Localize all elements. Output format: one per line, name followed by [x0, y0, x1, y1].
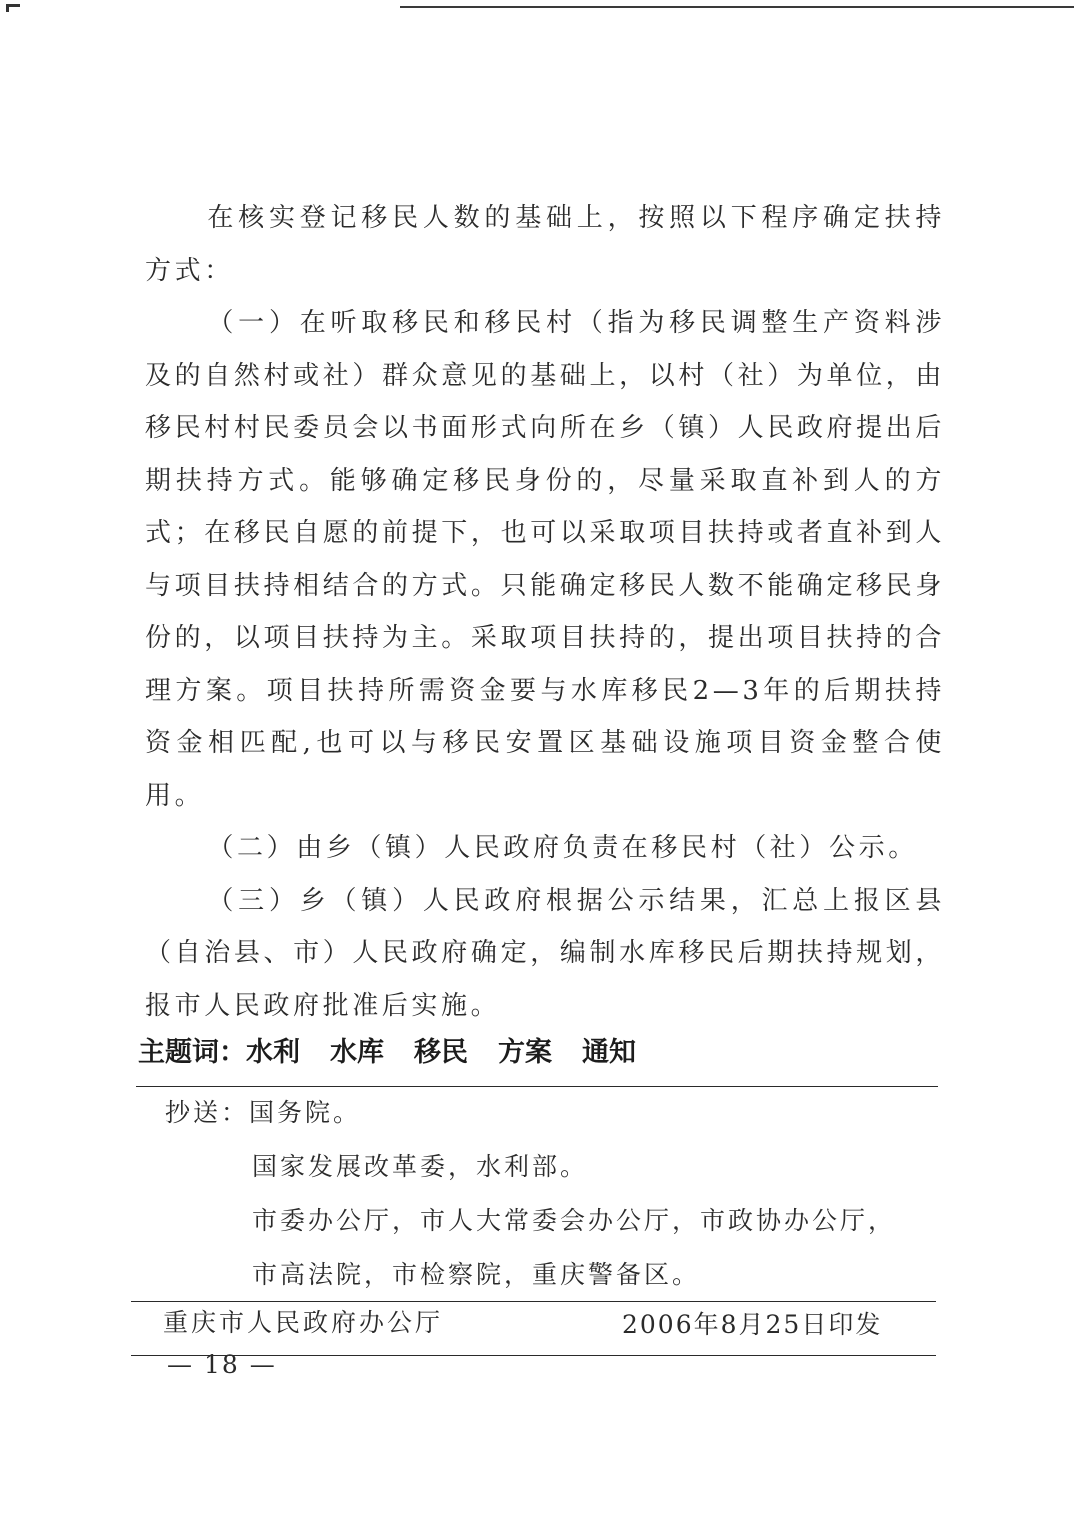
- keyword-item: 移民: [414, 1037, 468, 1068]
- keyword-item: 水库: [330, 1037, 384, 1068]
- cc-recipient-line: 市委办公厅，市人大常委会办公厅，市政协办公厅，: [252, 1206, 897, 1235]
- body-paragraph-intro: 在核实登记移民人数的基础上，按照以下程序确定扶持方式：: [145, 203, 945, 286]
- issuing-office: 重庆市人民政府办公厅: [163, 1308, 444, 1337]
- body-paragraph-step-2: （二）由乡（镇）人民政府负责在移民村（社）公示。: [207, 833, 918, 863]
- keyword-item: 方案: [498, 1037, 552, 1068]
- scan-corner-mark: [6, 4, 20, 7]
- document-body: [145, 192, 945, 1032]
- issue-date: 2006年8月25日印发: [622, 1310, 883, 1339]
- keyword-item: 通知: [582, 1037, 636, 1068]
- cc-recipient-line: 市高法院，市检察院，重庆警备区。: [252, 1260, 701, 1289]
- cc-label: 抄送：: [165, 1098, 250, 1127]
- cc-recipient-line: 国务院。: [249, 1098, 362, 1127]
- cc-row: [165, 1140, 896, 1194]
- cc-row: [165, 1194, 896, 1248]
- scan-top-edge: [400, 6, 1074, 8]
- keywords-label: 主题词：: [138, 1037, 246, 1068]
- cc-row-first: [165, 1086, 896, 1140]
- cc-distribution: [165, 1086, 896, 1302]
- keyword-item: 水利: [246, 1037, 300, 1068]
- cc-recipient-line: 国家发展改革委，水利部。: [252, 1152, 589, 1181]
- page-number: — 18 —: [167, 1350, 277, 1379]
- body-paragraph-step-1: （一）在听取移民和移民村（指为移民调整生产资料涉及的自然村或社）群众意见的基础上，以村（社）为单位，由移民村村民委员会以书面形式向所在乡（镇）人民政府提出后期扶持方式。能够确定移民身份的，尽量采取直补到人的方式；在移民自愿的前提下，也可以采取项目扶持或者直补到人与项目扶持相结合的方式。只能确定移民人数不能确定移民身份的，以项目扶持为主。采取项目扶持的，提出项目扶持的合理方案。项目扶持所需资金要与水库移民2—3年的后期扶持资金相匹配,也可以与移民安置区基础设施项目资金整合使用。: [145, 308, 945, 811]
- cc-row: [165, 1248, 896, 1302]
- body-paragraph-step-3: （三）乡（镇）人民政府根据公示结果，汇总上报区县（自治县、市）人民政府确定，编制水库移民后期扶持规划，报市人民政府批准后实施。: [145, 885, 945, 1021]
- subject-keywords: [138, 1030, 666, 1069]
